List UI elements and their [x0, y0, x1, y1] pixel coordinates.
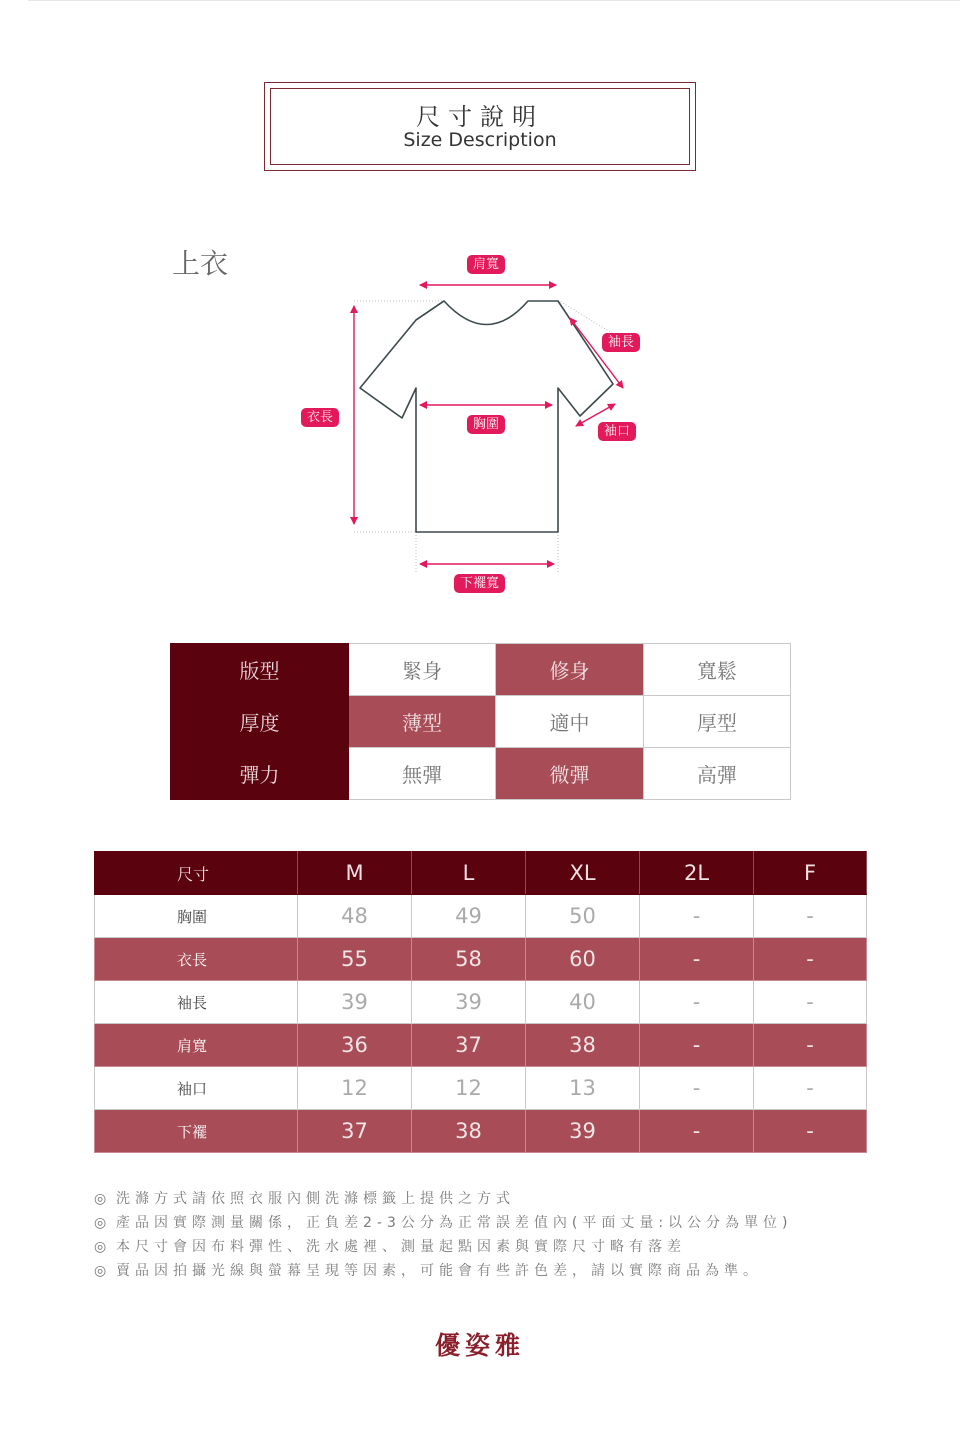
size-cell: -	[640, 1067, 754, 1110]
size-cell: 48	[298, 895, 412, 938]
brand-logo-text: 優姿雅	[434, 1331, 525, 1360]
tag-sleeve-length: 袖長	[602, 333, 640, 352]
fit-option: 高彈	[643, 748, 790, 800]
tag-chest: 胸圍	[467, 415, 505, 434]
fit-option: 厚型	[643, 696, 790, 748]
table-row	[95, 938, 867, 981]
fit-row-elasticity	[171, 748, 791, 800]
fit-option: 無彈	[349, 748, 496, 800]
fit-row-thickness	[171, 696, 791, 748]
size-cell: -	[754, 895, 867, 938]
page-title: 尺寸說明	[416, 103, 544, 131]
size-cell: 39	[298, 981, 412, 1024]
tshirt-diagram	[280, 248, 680, 598]
size-cell: 36	[298, 1024, 412, 1067]
table-row	[95, 981, 867, 1024]
row-label: 肩寬	[95, 1024, 298, 1067]
size-cell: 39	[412, 981, 526, 1024]
size-cell: -	[754, 981, 867, 1024]
size-cell: -	[640, 981, 754, 1024]
size-header-row	[95, 852, 867, 895]
size-cell: -	[754, 1110, 867, 1153]
note-item: ◎ 本尺寸會因布料彈性、洗水處裡、測量起點因素與實際尺寸略有落差	[94, 1239, 686, 1255]
page-subtitle: Size Description	[403, 129, 557, 151]
size-cell: 13	[526, 1067, 640, 1110]
table-row	[95, 1110, 867, 1153]
size-cell: -	[640, 1024, 754, 1067]
section-label: 上衣	[172, 247, 229, 280]
top-divider	[28, 0, 960, 1]
size-cell: -	[754, 1067, 867, 1110]
size-cell: 50	[526, 895, 640, 938]
size-header: XL	[526, 852, 640, 895]
size-table	[94, 851, 867, 1153]
size-header: 2L	[640, 852, 754, 895]
note-item: ◎ 賣品因拍攝光線與螢幕呈現等因素，可能會有些許色差，請以實際商品為準。	[94, 1263, 762, 1279]
size-cell: -	[640, 938, 754, 981]
table-row	[95, 895, 867, 938]
size-cell: -	[754, 1024, 867, 1067]
row-label: 袖口	[95, 1067, 298, 1110]
size-cell: 12	[298, 1067, 412, 1110]
row-label: 袖長	[95, 981, 298, 1024]
size-cell: 49	[412, 895, 526, 938]
title-box	[264, 82, 696, 171]
fit-table	[170, 643, 791, 800]
fit-row-label: 彈力	[171, 748, 349, 800]
size-cell: 58	[412, 938, 526, 981]
table-row	[95, 1024, 867, 1067]
row-label: 下襬	[95, 1110, 298, 1153]
tag-cuff: 袖口	[598, 422, 636, 441]
tag-shoulder: 肩寬	[467, 255, 505, 274]
fit-row-style	[171, 644, 791, 696]
note-item: ◎ 產品因實際測量關係，正負差2-3公分為正常誤差值內(平面丈量:以公分為單位)	[94, 1215, 793, 1231]
size-cell: 39	[526, 1110, 640, 1153]
bullet-icon: ◎	[94, 1263, 107, 1279]
care-notes	[94, 1188, 934, 1284]
size-cell: 60	[526, 938, 640, 981]
bullet-icon: ◎	[94, 1191, 107, 1207]
size-cell: 38	[412, 1110, 526, 1153]
tag-length: 衣長	[301, 408, 339, 427]
size-cell: 40	[526, 981, 640, 1024]
fit-option: 適中	[496, 696, 643, 748]
fit-option-selected: 薄型	[349, 696, 496, 748]
row-label: 衣長	[95, 938, 298, 981]
fit-option-selected: 微彈	[496, 748, 643, 800]
bullet-icon: ◎	[94, 1239, 107, 1255]
fit-option: 緊身	[349, 644, 496, 696]
size-cell: 55	[298, 938, 412, 981]
bullet-icon: ◎	[94, 1215, 107, 1231]
tag-hem: 下襬寬	[454, 574, 505, 593]
size-header: M	[298, 852, 412, 895]
size-cell: -	[754, 938, 867, 981]
fit-option-selected: 修身	[496, 644, 643, 696]
size-header: F	[754, 852, 867, 895]
size-cell: -	[640, 1110, 754, 1153]
row-label: 胸圍	[95, 895, 298, 938]
size-cell: 37	[298, 1110, 412, 1153]
table-row	[95, 1067, 867, 1110]
size-corner-header: 尺寸	[95, 852, 298, 895]
size-cell: 38	[526, 1024, 640, 1067]
fit-option: 寬鬆	[643, 644, 790, 696]
size-header: L	[412, 852, 526, 895]
fit-row-label: 厚度	[171, 696, 349, 748]
size-cell: -	[640, 895, 754, 938]
fit-row-label: 版型	[171, 644, 349, 696]
size-cell: 12	[412, 1067, 526, 1110]
note-item: ◎ 洗滌方式請依照衣服內側洗滌標籤上提供之方式	[94, 1191, 515, 1207]
size-cell: 37	[412, 1024, 526, 1067]
